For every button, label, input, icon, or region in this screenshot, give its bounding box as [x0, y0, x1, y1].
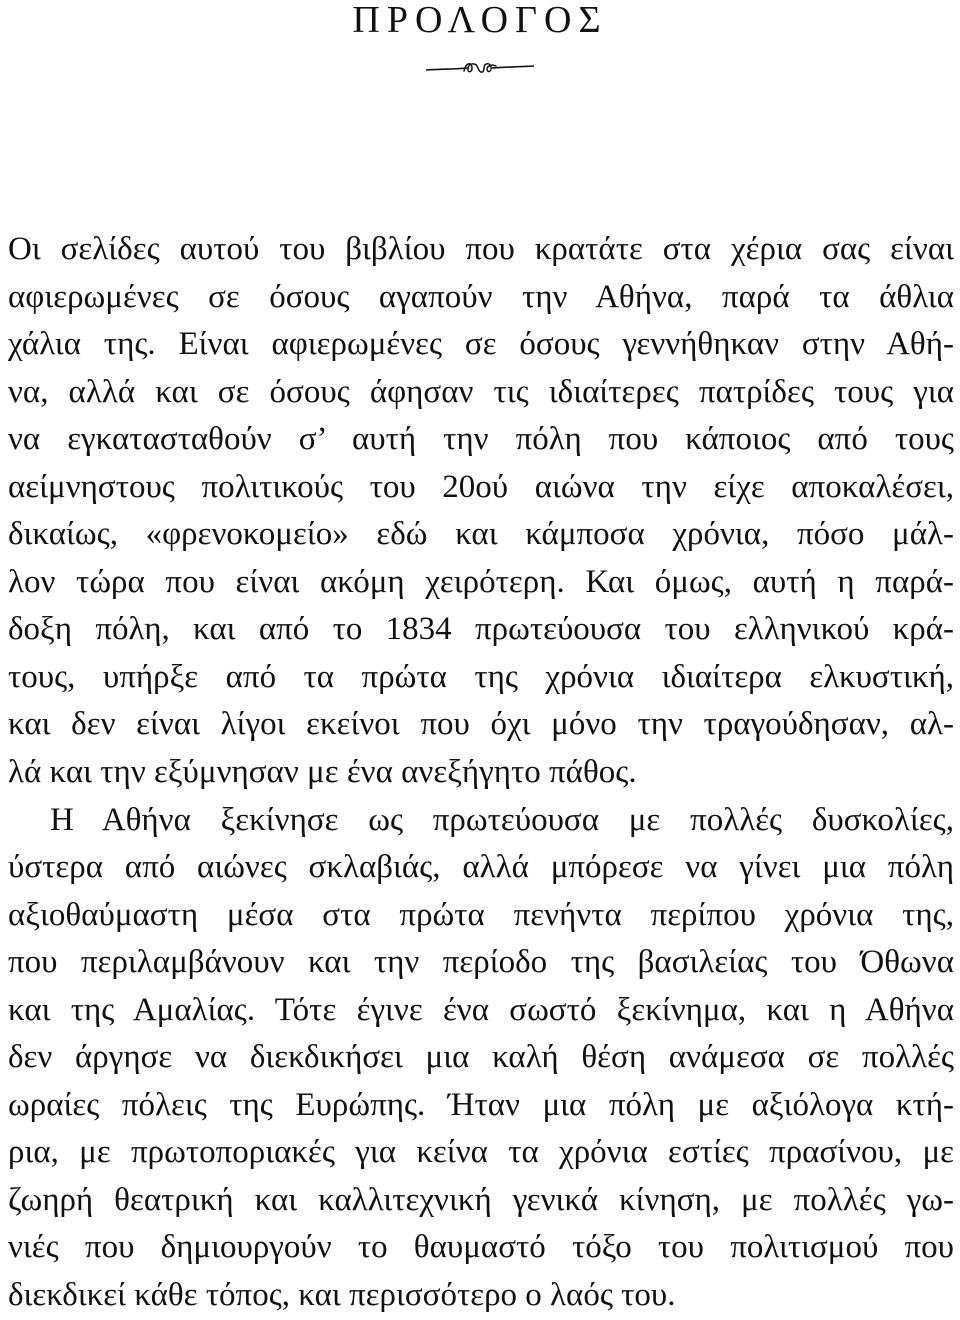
- text-line: διεκδικεί κάθε τόπος, και περισσότερο ο λαός του.: [8, 1277, 676, 1314]
- text-line: αξιοθαύμαστη μέσα στα πρώτα πενήντα περίπου χρόνια της,: [8, 896, 954, 933]
- text-line: ωραίες πόλεις της Ευρώπης. Ήταν μια πόλη με αξιόλογα κτή-: [8, 1086, 954, 1123]
- text-line: να εγκατασταθούν σ’ αυτή την πόλη που κάποιος από τους: [8, 421, 954, 458]
- text-line: τους, υπήρξε από τα πρώτα της χρόνια ιδιαίτερα ελκυστική,: [8, 658, 954, 695]
- page-title: ΠΡΟΛΟΓΟΣ: [352, 0, 608, 41]
- text-line: ύστερα από αιώνες σκλαβιάς, αλλά μπόρεσε να γίνει μια πόλη: [8, 849, 954, 886]
- text-line: ζωηρή θεατρική και καλλιτεχνική γενικά κίνηση, με πολλές γω-: [8, 1181, 954, 1218]
- text-line: αείμνηστους πολιτικούς του 20ού αιώνα την είχε αποκαλέσει,: [8, 468, 954, 505]
- text-line: Οι σελίδες αυτού του βιβλίου που κρατάτε στα χέρια σας είναι: [8, 231, 954, 267]
- text-line: δεν άργησε να διεκδικήσει μια καλή θέση ανάμεσα σε πολλές: [8, 1039, 954, 1076]
- text-line: Η Αθήνα ξεκίνησε ως πρωτεύουσα με πολλές δυσκολίες,: [50, 801, 954, 838]
- text-line: και δεν είναι λίγοι εκείνοι που όχι μόνο την τραγούδησαν, αλ-: [8, 706, 954, 743]
- text-line: που περιλαμβάνουν και την περίοδο της βασιλείας του Όθωνα: [8, 944, 954, 981]
- prologue-body: [8, 226, 954, 1320]
- text-line: δοξη πόλη, και από το 1834 πρωτεύουσα του ελληνικού κρά-: [8, 611, 954, 648]
- text-line: αφιερωμένες σε όσους αγαπούν την Αθήνα, παρά τα άθλια: [8, 278, 954, 315]
- text-line: λά και την εξύμνησαν με ένα ανεξήγητο πάθος.: [8, 754, 637, 791]
- text-line: ρια, με πρωτοποριακές για κείνα τα χρόνια εστίες πρασίνου, με: [8, 1134, 954, 1171]
- text-line: λον τώρα που είναι ακόμη χειρότερη. Και όμως, αυτή η παρά-: [8, 563, 954, 600]
- text-line: δικαίως, «φρενοκομείο» εδώ και κάμποσα χρόνια, πόσο μάλ-: [8, 516, 954, 553]
- text-line: και της Αμαλίας. Τότε έγινε ένα σωστό ξεκίνημα, και η Αθήνα: [8, 991, 954, 1028]
- scroll-flourish-icon: [424, 58, 536, 78]
- text-line: χάλια της. Είναι αφιερωμένες σε όσους γεννήθηκαν στην Αθή-: [8, 326, 954, 363]
- text-line: να, αλλά και σε όσους άφησαν τις ιδιαίτερες πατρίδες τους για: [8, 373, 954, 410]
- text-line: νιές που δημιουργούν το θαυμαστό τόξο του πολιτισμού που: [8, 1229, 954, 1266]
